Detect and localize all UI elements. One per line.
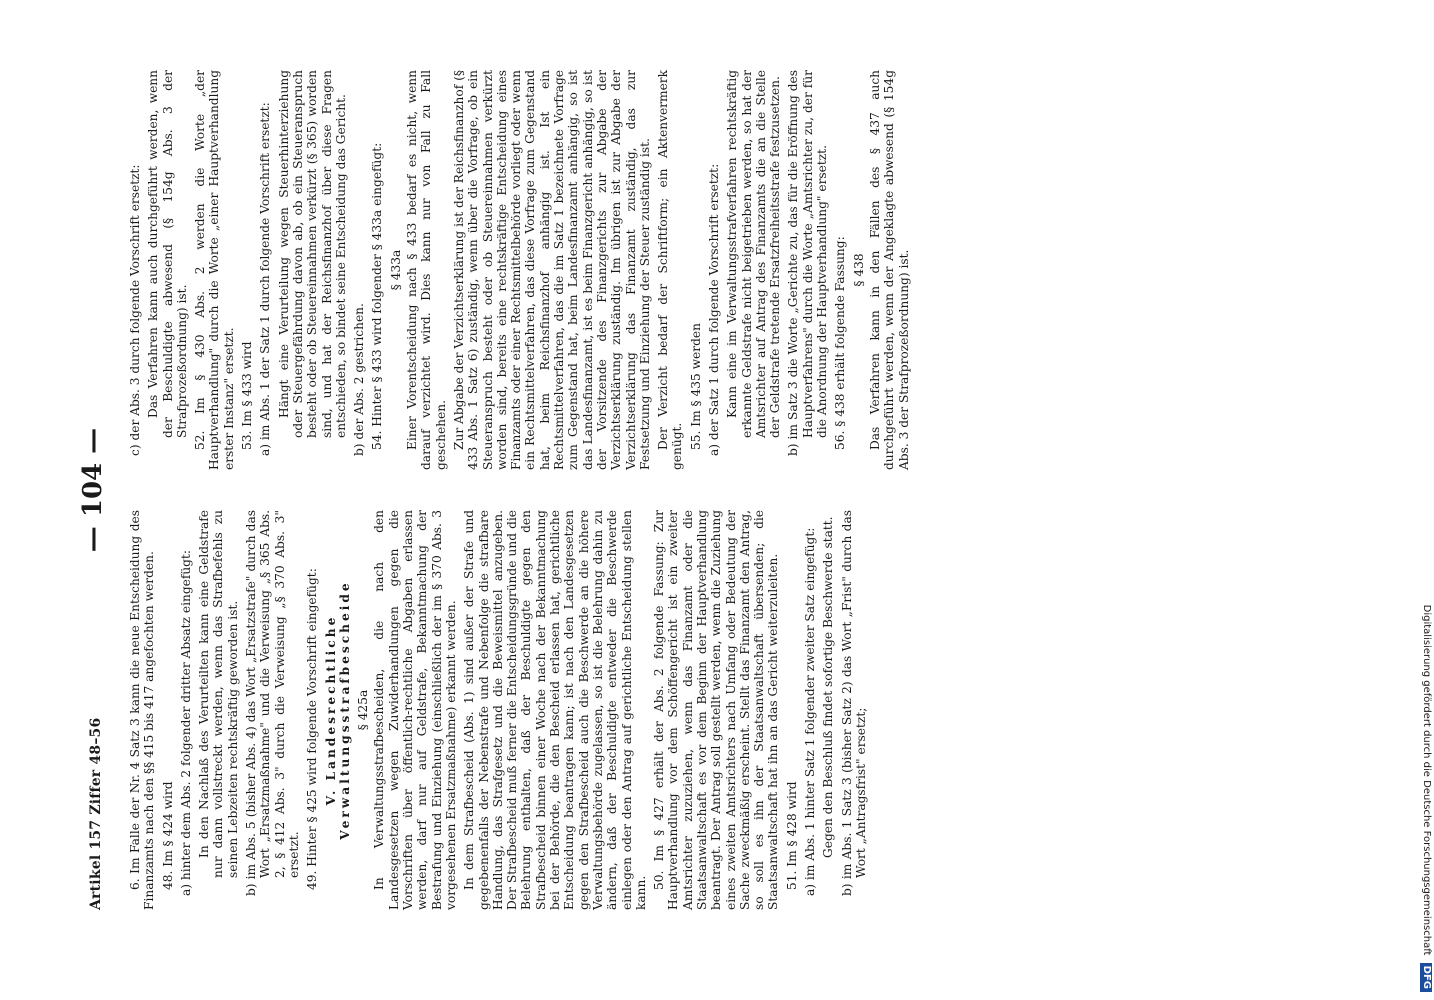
paragraph: Zur Abgabe der Verzichtserklärung ist der Reichsfinanzhof (§ 433 Abs. 1 Satz 6) zuständig, wenn über die Vorfrage, ob ein Steueranspruch besteht oder ob Steuereinnahmen verkürzt worden sind, bereits eine rechtskräftige Entscheidung eines Finanzamts oder einer Rechtsmittelbehörde vorliegt oder wenn ein Rechtsmittelverfahren, das diese Vorfrage zum Gegenstand hat, beim Reichsfinanzhof anhängig ist. Ist ein Rechtsmittelverfahren, das die im Satz 1 bezeichnete Vorfrage zum Gegenstand hat, beim Landesfinanzamt anhängig, so ist das Landesfinanzamt, ist es beim Finanzgericht anhängig, so ist der Vorsitzende des Finanzgerichts zur Abgabe der Verzichtserklärung zuständig. Im übrigen ist zur Abgabe der Verzichtserklärung das Finanzamt zuständig, das zur Festsetzung und Einziehung der Steuer zuständig ist.: [451, 70, 652, 470]
dfg-logo: DFG: [1420, 963, 1432, 992]
paragraph: In dem Strafbescheid (Abs. 1) sind außer der Strafe und gegebenenfalls der Nebenstrafe und Nebenfolge die strafbare Handlung, das Strafgesetz und die Beweismittel anzugeben. Der Strafbescheid muß ferner die Entscheidungsgründe und die Belehrung enthalten, daß der Beschuldigte gegen den Strafbescheid binnen einer Woche nach der Bekanntmachung bei der Behörde, die den Bescheid erlassen hat, gerichtliche Entscheidung beantragen kann; ist nach den Landesgesetzen gegen den Strafbescheid auch die Beschwerde an die höhere Verwaltungsbehörde zugelassen, so ist die Belehrung dahin zu ändern, daß der Beschuldigte entweder die Beschwerde einlegen oder den Antrag auf gerichtliche Entscheidung stellen kann.: [462, 510, 648, 910]
paragraph: 51. Im § 428 wird: [784, 781, 799, 890]
funding-note: [1418, 0, 1434, 1000]
paragraph: Einer Vorentscheidung nach § 433 bedarf es nicht, wenn darauf verzichtet wird. Dies kann nur von Fall zu Fall geschehen.: [405, 70, 448, 470]
paragraph: a) hinter dem Abs. 2 folgender dritter Absatz eingefügt:: [178, 550, 193, 896]
paragraph: 55. Im § 435 werden: [688, 323, 703, 450]
paragraph: § 438: [851, 253, 866, 287]
paragraph: b) im Abs. 5 (bisher Abs. 4) das Wort „Ersatzstrafe" durch das Wort „Ersatzmaßnahme" und die Verweisung „§ 365 Abs. 2, § 412 Abs. 3" durch die Verweisung „§ 370 Abs. 3" ersetzt.: [244, 510, 301, 896]
running-head: Artikel 157 Ziffer 48–56: [88, 717, 104, 910]
paragraph: Hängt eine Verurteilung wegen Steuerhinterziehung oder Steuergefährdung davon ab, ob ein Steueranspruch besteht oder ob Steuereinnahmen verkürzt (§ 365) worden sind, und hat der Reichsfinanzhof über diese Fragen entschieden, so bindet seine Entscheidung das Gericht.: [276, 70, 348, 438]
paragraph: In Verwaltungsstrafbescheiden, die nach den Landesgesetzen wegen Zuwiderhandlungen gegen die Vorschriften über öffentlich-rechtliche Abgaben erlassen werden, darf nur auf Geldstrafe, Bekanntmachung der Bestrafung und Einziehung (einschließlich der im § 370 Abs. 3 vorgesehenen Ersatzmaßnahme) erkannt werden.: [372, 510, 458, 910]
paragraph: 50. Im § 427 erhält der Abs. 2 folgende Fassung: Zur Hauptverhandlung vor dem Schöffengericht ist ein zweiter Amtsrichter zuzuziehen, wenn das Finanzamt oder die Staatsanwaltschaft es vor dem Beginn der Hauptverhandlung beantragt. Der Antrag soll gestellt werden, wenn die Zuziehung eines zweiten Amtsrichters nach Umfang oder Bedeutung der Sache zweckmäßig erscheint. Stellt das Finanzamt den Antrag, so soll es ihn der Staatsanwaltschaft übersenden; die Staatsanwaltschaft hat ihn an das Gericht weiterzuleiten.: [652, 510, 781, 910]
paragraph: 54. Hinter § 433 wird folgender § 433a eingefügt:: [370, 142, 385, 450]
paragraph: 52. Im § 430 Abs. 2 werden die Worte „der Hauptverhandlung" durch die Worte „einer Hauptverhandlung erster Instanz" ersetzt.: [193, 70, 236, 470]
page-header: [78, 70, 118, 910]
paragraph: a) im Abs. 1 der Satz 1 durch folgende Vorschrift ersetzt:: [258, 102, 273, 456]
paragraph: § 425a: [356, 689, 371, 731]
paragraph: 53. Im § 433 wird: [240, 341, 255, 450]
paragraph: Das Verfahren kann auch durchgeführt werden, wenn der Beschuldigte abwesend (§ 154g Abs. 3 der Strafprozeßordnung) ist.: [146, 70, 189, 438]
paragraph: 49. Hinter § 425 wird folgende Vorschrift eingefügt:: [305, 568, 320, 890]
paragraph: Der Verzicht bedarf der Schriftform; ein Aktenvermerk genügt.: [656, 70, 685, 470]
funding-text: Digitalisierung gefördert durch die Deutsche Forschungsgemeinschaft: [1421, 604, 1432, 956]
paragraph: In den Nachlaß des Verurteilten kann eine Geldstrafe nur dann vollstreckt werden, wenn das Strafbefehls zu seinen Lebzeiten rechtskräftig geworden ist.: [197, 510, 240, 878]
right-column: [128, 70, 1370, 470]
paragraph: b) im Abs. 1 Satz 3 (bisher Satz 2) das Wort „Frist" durch das Wort „Antragsfrist" ersetzt;: [839, 510, 868, 896]
paragraph: a) im Abs. 1 hinter Satz 1 folgender zweiter Satz eingefügt:: [803, 527, 818, 896]
page-number: — 104 —: [78, 427, 108, 553]
paragraph: c) der Abs. 3 durch folgende Vorschrift ersetzt:: [128, 164, 142, 456]
left-column: [128, 510, 1370, 910]
paragraph: a) der Satz 1 durch folgende Vorschrift ersetzt:: [706, 163, 721, 456]
paragraph: V. Landesrechtliche Verwaltungsstrafbescheide: [323, 580, 352, 840]
paragraph: Das Verfahren kann in den Fällen des § 437 auch durchgeführt werden, wenn der Angeklagte abwesend (§ 154g Abs. 3 der Strafprozeßordnung) ist.: [867, 70, 911, 470]
paragraph: § 433a: [388, 249, 403, 291]
paragraph: Kann eine im Verwaltungsstrafverfahren rechtskräftig erkannte Geldstrafe nicht beigetrieben werden, so hat der Amtsrichter auf Antrag des Finanzamts die an die Stelle der Geldstrafe tretende Ersatzfreiheitsstrafe festzusetzen.: [725, 70, 783, 438]
paragraph: Gegen den Beschluß findet sofortige Beschwerde statt.: [821, 516, 836, 858]
paragraph: b) der Abs. 2 gestrichen.: [352, 303, 367, 456]
paragraph: 48. Im § 424 wird: [160, 781, 175, 890]
paragraph: 56. § 438 erhält folgende Fassung:: [833, 236, 848, 450]
text-columns: [128, 70, 1370, 910]
paragraph: 6. Im Falle der Nr. 4 Satz 3 kann die neue Entscheidung des Finanzamts nach den §§ 415 bis 417 angefochten werden.: [128, 510, 157, 910]
paragraph: b) im Satz 3 die Worte „Gerichte zu, das für die Eröffnung des Hauptverfahrens" durch die Worte „Amtsrichter zu, der für die Anordnung der Hauptverhandlung" ersetzt.: [786, 70, 830, 456]
